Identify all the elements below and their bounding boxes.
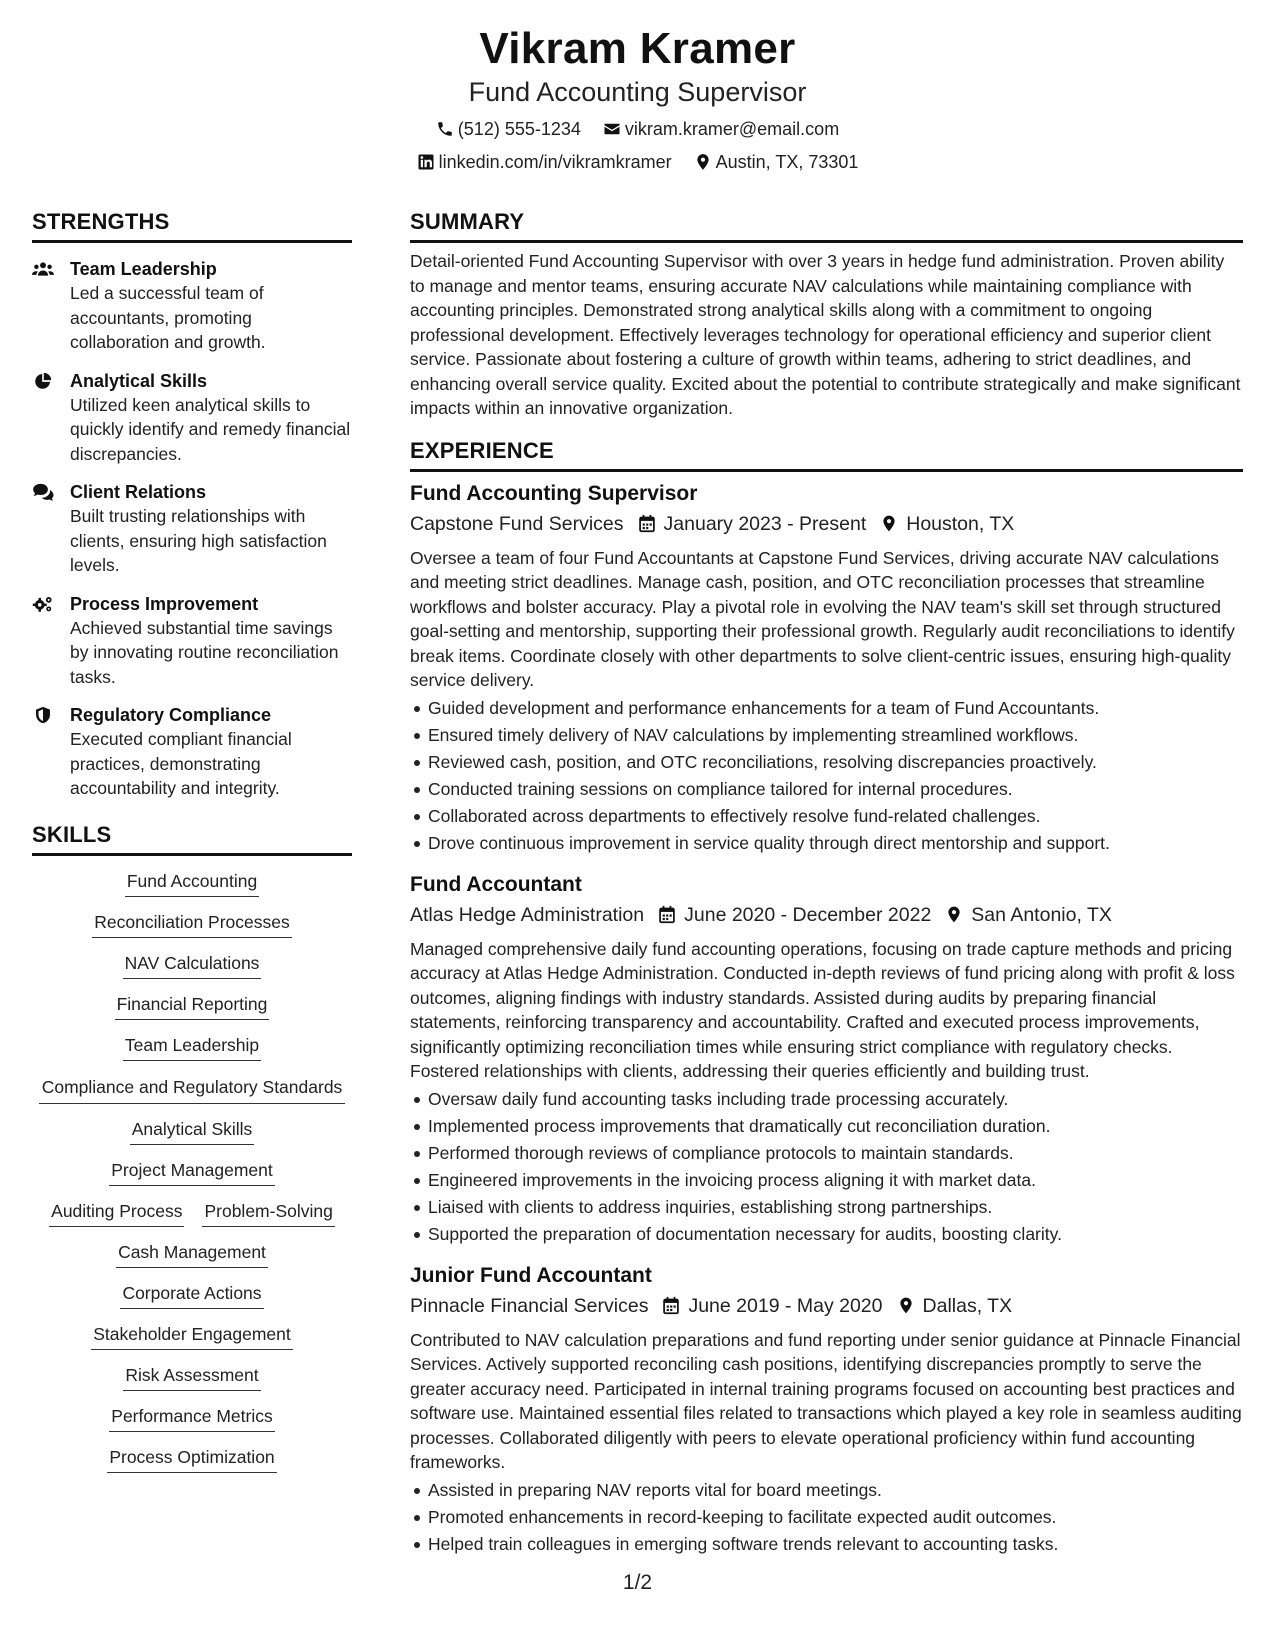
strength-item bbox=[32, 369, 352, 467]
calendar-icon bbox=[638, 514, 656, 533]
email-text[interactable]: vikram.kramer@email.com bbox=[624, 119, 840, 139]
calendar-icon bbox=[662, 1296, 680, 1315]
skill-tag: Project Management bbox=[109, 1159, 274, 1186]
phone-text: (512) 555-1234 bbox=[457, 119, 581, 139]
strength-desc: Led a successful team of accountants, promoting collaboration and growth. bbox=[70, 283, 266, 352]
contact-email[interactable] bbox=[603, 118, 839, 140]
job-location-text: San Antonio, TX bbox=[971, 903, 1112, 926]
job-location bbox=[880, 510, 1014, 538]
job-title: Fund Accountant bbox=[410, 872, 582, 896]
strength-title: Analytical Skills bbox=[70, 370, 208, 391]
skill-tag: Compliance and Regulatory Standards bbox=[39, 1075, 345, 1104]
skill-tag: Auditing Process bbox=[49, 1200, 184, 1227]
strength-title: Client Relations bbox=[70, 482, 207, 502]
strength-title: Process Improvement bbox=[70, 593, 259, 614]
job-location bbox=[897, 1292, 1013, 1320]
comments-icon bbox=[32, 480, 70, 578]
calendar-icon bbox=[658, 905, 676, 924]
contact-linkedin[interactable] bbox=[417, 151, 672, 173]
bullet-item: Assisted in preparing NAV reports vital for board meetings. bbox=[410, 1477, 1243, 1504]
bullet-item: Ensured timely delivery of NAV calculations by implementing streamlined workflows. bbox=[410, 722, 1243, 749]
candidate-name: Vikram Kramer bbox=[479, 24, 796, 73]
strength-desc: Built trusting relationships with clients, ensuring high satisfaction levels. bbox=[70, 506, 327, 575]
job-description: Contributed to NAV calculation preparations and fund reporting under senior guidance at Pinnacle Financial Services. Actively supported reconciling cash positions, identifying discrepancies promptly to serve the greater accuracy need. Participated in internal training programs focused on accounting best practices and software use. Maintained essential files related to transactions which played a key role in seamless auditing processes. Collaborated diligently with peers to elevate operational proficiency within fund accounting frameworks. bbox=[410, 1329, 1242, 1472]
pie-chart-icon bbox=[32, 369, 70, 467]
bullet-item: Promoted enhancements in record-keeping to facilitate expected audit outcomes. bbox=[410, 1504, 1243, 1531]
bullet-item: Guided development and performance enhancements for a team of Fund Accountants. bbox=[410, 695, 1243, 722]
left-column bbox=[32, 208, 352, 1487]
job-entry bbox=[410, 480, 1243, 857]
skill-tag: Performance Metrics bbox=[109, 1405, 274, 1432]
bullet-item: Performed thorough reviews of compliance protocols to maintain standards. bbox=[410, 1140, 1243, 1167]
job-description: Managed comprehensive daily fund accounting operations, focusing on trade capture methods and pricing accuracy at Atlas Hedge Administration. Conducted in-depth reviews of fund pricing along with profit & loss outcomes, aligning findings with industry standards. Assisted during audits by preparing financial statements, reinforcing transparency and accountability. Crafted and executed process improvements, significantly optimizing reconciliation times while ensuring strict compliance with regulatory checks. Fostered relationships with clients, addressing their queries efficiently and building trust. bbox=[410, 938, 1235, 1081]
skill-tag: NAV Calculations bbox=[123, 952, 262, 979]
bullet-item: Drove continuous improvement in service quality through direct mentorship and support. bbox=[410, 830, 1243, 857]
job-dates bbox=[638, 510, 867, 538]
strength-title: Team Leadership bbox=[70, 259, 217, 279]
bullet-item: Supported the preparation of documentation necessary for audits, boosting clarity. bbox=[410, 1221, 1243, 1248]
page-number: 1/2 bbox=[622, 1571, 653, 1594]
strength-desc: Achieved substantial time savings by innovating routine reconciliation tasks. bbox=[70, 617, 339, 687]
right-column bbox=[410, 208, 1243, 1558]
map-pin-icon bbox=[945, 905, 963, 924]
skill-tag: Process Optimization bbox=[107, 1446, 276, 1473]
skill-tag: Corporate Actions bbox=[120, 1282, 263, 1309]
job-location-text: Dallas, TX bbox=[922, 1294, 1013, 1317]
job-title: Fund Accounting Supervisor bbox=[410, 481, 698, 505]
job-dates bbox=[658, 901, 931, 929]
bullet-item: Implemented process improvements that dramatically cut reconciliation duration. bbox=[410, 1113, 1243, 1140]
linkedin-icon bbox=[417, 153, 435, 171]
strength-desc: Executed compliant financial practices, demonstrating accountability and integrity. bbox=[70, 729, 292, 798]
strengths-heading: STRENGTHS bbox=[32, 208, 352, 243]
phone-icon bbox=[436, 120, 454, 138]
skill-tag: Risk Assessment bbox=[123, 1364, 260, 1391]
resume-header bbox=[0, 22, 1275, 173]
job-bullets bbox=[410, 695, 1243, 857]
contact-phone bbox=[436, 118, 581, 140]
skill-tag: Analytical Skills bbox=[130, 1118, 255, 1145]
bullet-item: Reviewed cash, position, and OTC reconciliations, resolving discrepancies proactively. bbox=[410, 749, 1243, 776]
job-company: Pinnacle Financial Services bbox=[410, 1294, 649, 1317]
experience-heading: EXPERIENCE bbox=[410, 437, 1243, 472]
bullet-item: Oversaw daily fund accounting tasks including trade processing accurately. bbox=[410, 1086, 1243, 1113]
contact-location bbox=[694, 151, 859, 173]
job-location-text: Houston, TX bbox=[906, 512, 1015, 535]
job-dates-text: June 2019 - May 2020 bbox=[688, 1294, 883, 1317]
strength-item bbox=[32, 592, 352, 690]
job-entry bbox=[410, 871, 1243, 1248]
envelope-icon bbox=[603, 120, 621, 138]
gears-icon bbox=[32, 592, 70, 690]
skill-tag: Problem-Solving bbox=[202, 1200, 334, 1227]
job-dates-text: June 2020 - December 2022 bbox=[684, 903, 932, 926]
candidate-title: Fund Accounting Supervisor bbox=[468, 77, 807, 107]
skill-tag: Fund Accounting bbox=[125, 870, 259, 897]
shield-icon bbox=[32, 703, 70, 801]
linkedin-text[interactable]: linkedin.com/in/vikramkramer bbox=[438, 152, 672, 172]
job-meta bbox=[410, 510, 1243, 538]
strength-item bbox=[32, 703, 352, 801]
job-location bbox=[945, 901, 1112, 929]
summary-text: Detail-oriented Fund Accounting Supervisor with over 3 years in hedge fund administration. Proven ability to manage and mentor teams, ensuring accurate NAV calculations while maintaining compliance with accounting principles. Demonstrated strong analytical skills along with a commitment to ongoing professional development. Effectively leverages technology for operational efficiency and superior client service. Passionate about fostering a culture of growth within teams, adhering to strict deadlines, and enhancing overall service quality. Excited about the potential to contribute strategically and make significant impacts within an innovative organization. bbox=[410, 251, 1241, 418]
map-pin-icon bbox=[694, 153, 712, 171]
contact-row-2 bbox=[0, 151, 1275, 173]
job-dates bbox=[662, 1292, 882, 1320]
map-pin-icon bbox=[897, 1296, 915, 1315]
bullet-item: Collaborated across departments to effectively resolve fund-related challenges. bbox=[410, 803, 1243, 830]
job-bullets bbox=[410, 1086, 1243, 1248]
bullet-item: Liaised with clients to address inquiries, establishing strong partnerships. bbox=[410, 1194, 1243, 1221]
users-icon bbox=[32, 257, 70, 355]
strength-desc: Utilized keen analytical skills to quickly identify and remedy financial discrepancies. bbox=[70, 394, 351, 464]
job-title: Junior Fund Accountant bbox=[410, 1263, 652, 1287]
strength-title: Regulatory Compliance bbox=[70, 705, 272, 725]
job-dates-text: January 2023 - Present bbox=[663, 512, 867, 535]
bullet-item: Conducted training sessions on compliance tailored for internal procedures. bbox=[410, 776, 1243, 803]
skill-tag: Financial Reporting bbox=[115, 993, 270, 1020]
job-company: Atlas Hedge Administration bbox=[410, 903, 645, 926]
job-entry bbox=[410, 1262, 1243, 1558]
bullet-item: Helped train colleagues in emerging software trends relevant to accounting tasks. bbox=[410, 1531, 1243, 1558]
job-company: Capstone Fund Services bbox=[410, 512, 624, 535]
map-pin-icon bbox=[880, 514, 898, 533]
summary-heading: SUMMARY bbox=[410, 208, 1243, 243]
strength-item bbox=[32, 257, 352, 355]
job-description: Oversee a team of four Fund Accountants at Capstone Fund Services, driving accurate NAV calculations and meeting strict deadlines. Manage cash, position, and OTC reconciliation processes that streamline workflows and bolster accuracy. Play a pivotal role in evolving the NAV team's skill set through structured goal-setting and mentorship, supporting their professional growth. Regularly audit reconciliations to identify break items. Coordinate closely with other departments to solve client-centric issues, ensuring high-quality service delivery. bbox=[410, 547, 1235, 690]
job-meta bbox=[410, 1292, 1243, 1320]
job-bullets bbox=[410, 1477, 1243, 1558]
skill-tag: Stakeholder Engagement bbox=[91, 1323, 293, 1350]
skill-tag: Reconciliation Processes bbox=[92, 911, 292, 938]
skills-heading: SKILLS bbox=[32, 821, 352, 856]
skill-tag: Team Leadership bbox=[123, 1034, 261, 1061]
skill-tag: Cash Management bbox=[116, 1241, 268, 1268]
skills-list bbox=[32, 870, 352, 1473]
location-text: Austin, TX, 73301 bbox=[715, 152, 859, 172]
bullet-item: Engineered improvements in the invoicing process aligning it with market data. bbox=[410, 1167, 1243, 1194]
job-meta bbox=[410, 901, 1243, 929]
strength-item bbox=[32, 480, 352, 578]
contact-row-1 bbox=[0, 118, 1275, 140]
